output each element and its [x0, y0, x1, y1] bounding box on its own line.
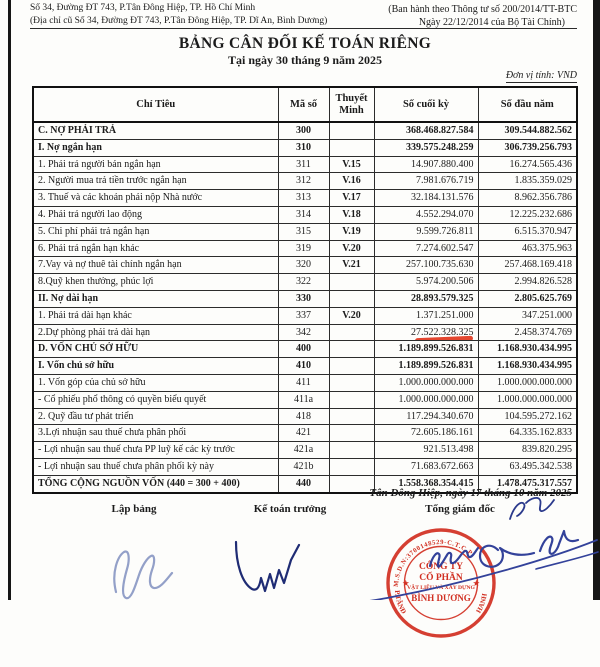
- cell-end: 1.000.000.000.000: [374, 374, 478, 391]
- cell-note: V.18: [329, 206, 374, 223]
- cell-code: 315: [278, 223, 329, 240]
- cell-end: 27.522.328.325: [374, 324, 478, 341]
- scan-edge-right: [593, 0, 600, 600]
- signature-director-flourish: [312, 540, 597, 600]
- cell-code: 342: [278, 324, 329, 341]
- cell-note: V.20: [329, 307, 374, 324]
- stamp-line-4: BÌNH DƯƠNG: [411, 593, 471, 603]
- table-row: [33, 206, 577, 223]
- cell-note: V.20: [329, 240, 374, 257]
- signature-director-main: [430, 548, 478, 567]
- cell-begin: 2.458.374.769: [478, 324, 577, 341]
- cell-end: 257.100.735.630: [374, 257, 478, 274]
- cell-label: 8.Quỹ khen thưởng, phúc lợi: [33, 274, 278, 291]
- cell-begin: 1.000.000.000.000: [478, 374, 577, 391]
- cell-code: 410: [278, 358, 329, 375]
- column-header-ma-so: Mã số: [278, 87, 329, 122]
- balance-sheet-table: [32, 86, 578, 494]
- cell-note: V.21: [329, 257, 374, 274]
- cell-begin: 8.962.356.786: [478, 190, 577, 207]
- cell-label: TỔNG CỘNG NGUỒN VỐN (440 = 300 + 400): [33, 475, 278, 492]
- cell-code: 440: [278, 475, 329, 492]
- table-header-row: [33, 87, 577, 122]
- cell-note: [329, 391, 374, 408]
- table-row: [33, 257, 577, 274]
- cell-note: V.19: [329, 223, 374, 240]
- column-header-so-dau-nam: Số đầu năm: [478, 87, 577, 122]
- cell-label: 2.Dự phòng phải trả dài hạn: [33, 324, 278, 341]
- cell-code: 400: [278, 341, 329, 358]
- table-row: [33, 442, 577, 459]
- stamp-line-1: CÔNG TY: [419, 562, 463, 572]
- cell-label: 2. Người mua trả tiền trước ngắn hạn: [33, 173, 278, 190]
- signature-title-preparer: Lập bảng: [111, 503, 157, 515]
- cell-code: 330: [278, 290, 329, 307]
- cell-code: 322: [278, 274, 329, 291]
- cell-end: 28.893.579.325: [374, 290, 478, 307]
- cell-label: 6. Phải trả ngắn hạn khác: [33, 240, 278, 257]
- cell-begin: 306.739.256.793: [478, 139, 577, 156]
- cell-note: [329, 458, 374, 475]
- cell-label: 4. Phải trả người lao động: [33, 206, 278, 223]
- cell-label: 5. Chi phí phải trả ngắn hạn: [33, 223, 278, 240]
- cell-end: 117.294.340.670: [374, 408, 478, 425]
- cell-label: I. Vốn chủ sở hữu: [33, 358, 278, 375]
- table-row: [33, 458, 577, 475]
- table-row: [33, 324, 577, 341]
- cell-end: 1.558.368.354.415: [374, 475, 478, 492]
- table-row: [33, 240, 577, 257]
- cell-label: D. VỐN CHỦ SỞ HỮU: [33, 341, 278, 358]
- cell-code: 319: [278, 240, 329, 257]
- cell-note: [329, 408, 374, 425]
- signature-preparer: [114, 551, 172, 598]
- cell-end: 5.974.200.506: [374, 274, 478, 291]
- table-row: [33, 190, 577, 207]
- cell-begin: 63.495.342.538: [478, 458, 577, 475]
- table-row: [33, 290, 577, 307]
- cell-note: [329, 324, 374, 341]
- cell-end: 339.575.248.259: [374, 139, 478, 156]
- cell-end: 4.552.294.070: [374, 206, 478, 223]
- stamp-star-left-icon: ★: [402, 578, 410, 588]
- cell-label: 7.Vay và nợ thuê tài chính ngắn hạn: [33, 257, 278, 274]
- cell-label: 1. Vốn góp của chủ sở hữu: [33, 374, 278, 391]
- circular-line-2: Ngày 22/12/2014 của Bộ Tài Chính): [418, 17, 565, 28]
- cell-code: 311: [278, 156, 329, 173]
- table-row: [33, 139, 577, 156]
- table-row: [33, 391, 577, 408]
- cell-begin: 1.000.000.000.000: [478, 391, 577, 408]
- cell-end: 7.274.602.547: [374, 240, 478, 257]
- cell-end: 1.371.251.000: [374, 307, 478, 324]
- cell-begin: 1.168.930.434.995: [478, 358, 577, 375]
- company-address-block: [30, 2, 340, 28]
- cell-label: 1. Phải trả người bán ngắn hạn: [33, 156, 278, 173]
- cell-note: [329, 122, 374, 139]
- table-row: [33, 341, 577, 358]
- report-title: BẢNG CÂN ĐỐI KẾ TOÁN RIÊNG: [178, 35, 432, 52]
- cell-begin: 2.805.625.769: [478, 290, 577, 307]
- cell-begin: 839.820.295: [478, 442, 577, 459]
- signature-director-loop: [480, 531, 578, 567]
- place-date-line: Tân Đông Hiệp, ngày 17 tháng 10 năm 2025: [369, 487, 572, 499]
- table-row: [33, 307, 577, 324]
- table-row: [33, 408, 577, 425]
- cell-begin: 257.468.169.418: [478, 257, 577, 274]
- cell-begin: 2.994.826.528: [478, 274, 577, 291]
- table-body: [33, 122, 577, 493]
- signature-director-underline: [536, 552, 598, 569]
- company-stamp: [371, 527, 511, 667]
- stamp-arc-top-text: M.S.D.N:3700148529-C.T.C.P: [392, 538, 474, 588]
- cell-code: 421: [278, 425, 329, 442]
- cell-code: 313: [278, 190, 329, 207]
- cell-note: V.15: [329, 156, 374, 173]
- circular-reference-block: [300, 3, 577, 29]
- cell-note: [329, 290, 374, 307]
- cell-code: 418: [278, 408, 329, 425]
- stamp-star-right-icon: ★: [472, 578, 481, 588]
- cell-begin: 64.335.162.833: [478, 425, 577, 442]
- cell-code: 337: [278, 307, 329, 324]
- cell-note: V.17: [329, 190, 374, 207]
- table-row: [33, 358, 577, 375]
- column-header-chi-tieu: Chỉ Tiêu: [33, 87, 278, 122]
- cell-label: - Lợi nhuận sau thuế chưa phân phối kỳ này: [33, 458, 278, 475]
- cell-begin: 347.251.000: [478, 307, 577, 324]
- cell-begin: 1.168.930.434.995: [478, 341, 577, 358]
- cell-label: 3.Lợi nhuận sau thuế chưa phân phối: [33, 425, 278, 442]
- cell-begin: 1.835.359.029: [478, 173, 577, 190]
- cell-note: [329, 358, 374, 375]
- cell-begin: 6.515.370.947: [478, 223, 577, 240]
- signature-chief-accountant: [236, 542, 299, 591]
- cell-code: 314: [278, 206, 329, 223]
- signature-title-general-director: Tổng giám đốc: [425, 503, 495, 515]
- table-row: [33, 425, 577, 442]
- cell-end: 368.468.827.584: [374, 122, 478, 139]
- cell-label: 1. Phải trả dài hạn khác: [33, 307, 278, 324]
- cell-begin: 1.478.475.317.557: [478, 475, 577, 492]
- cell-end: 14.907.880.400: [374, 156, 478, 173]
- cell-begin: 12.225.232.686: [478, 206, 577, 223]
- cell-end: 7.981.676.719: [374, 173, 478, 190]
- signature-title-chief-accountant: Kế toán trưởng: [253, 503, 327, 515]
- address-line-1: Số 34, Đường ĐT 743, P.Tân Đông Hiệp, TP. Hồ Chí Minh: [30, 3, 256, 13]
- column-header-thuyet-minh: Thuyết Minh: [329, 87, 374, 122]
- cell-label: - Cổ phiếu phổ thông có quyền biểu quyết: [33, 391, 278, 408]
- address-line-2: (Địa chỉ cũ Số 34, Đường ĐT 743, P.Tân Đông Hiệp, TP. Dĩ An, Bình Dương): [30, 16, 328, 26]
- table-row: [33, 122, 577, 139]
- cell-end: 1.000.000.000.000: [374, 391, 478, 408]
- cell-note: [329, 442, 374, 459]
- cell-end: 1.189.899.526.831: [374, 341, 478, 358]
- cell-note: [329, 425, 374, 442]
- cell-note: [329, 341, 374, 358]
- cell-code: 300: [278, 122, 329, 139]
- table-row: [33, 223, 577, 240]
- cell-note: V.16: [329, 173, 374, 190]
- cell-note: [329, 274, 374, 291]
- cell-code: 421b: [278, 458, 329, 475]
- stamp-arc-bottom-right-text: HANH: [474, 592, 489, 615]
- table-row: [33, 374, 577, 391]
- cell-end: 72.605.186.161: [374, 425, 478, 442]
- cell-code: 421a: [278, 442, 329, 459]
- stamp-line-2: CỔ PHẦN: [419, 573, 463, 583]
- cell-end: 1.189.899.526.831: [374, 358, 478, 375]
- cell-code: 310: [278, 139, 329, 156]
- stamp-line-3: VẬT LIỆU VÀ XÂY DỰNG: [407, 585, 475, 591]
- cell-label: 2. Quỹ đầu tư phát triển: [33, 408, 278, 425]
- stamp-arc-bottom-left-text: P.TÂNĐ: [392, 589, 408, 616]
- column-header-so-cuoi-ky: Số cuối kỳ: [374, 87, 478, 122]
- cell-end: 9.599.726.811: [374, 223, 478, 240]
- cell-code: 411a: [278, 391, 329, 408]
- table-row: [33, 173, 577, 190]
- cell-label: 3. Thuế và các khoản phải nộp Nhà nước: [33, 190, 278, 207]
- cell-begin: 16.274.565.436: [478, 156, 577, 173]
- cell-note: [329, 139, 374, 156]
- table-row: [33, 156, 577, 173]
- circular-line-1: (Ban hành theo Thông tư số 200/2014/TT-BTC: [388, 4, 577, 15]
- cell-code: 411: [278, 374, 329, 391]
- cell-code: 312: [278, 173, 329, 190]
- cell-begin: 104.595.272.162: [478, 408, 577, 425]
- cell-label: - Lợi nhuận sau thuế chưa PP luỹ kế các kỳ trước: [33, 442, 278, 459]
- cell-end: 71.683.672.663: [374, 458, 478, 475]
- cell-begin: 309.544.882.562: [478, 122, 577, 139]
- cell-note: [329, 374, 374, 391]
- cell-label: II. Nợ dài hạn: [33, 290, 278, 307]
- report-date-subtitle: Tại ngày 30 tháng 9 năm 2025: [227, 53, 383, 67]
- cell-end: 921.513.498: [374, 442, 478, 459]
- header-divider: [30, 28, 577, 29]
- scan-edge-left: [8, 0, 11, 600]
- cell-code: 320: [278, 257, 329, 274]
- cell-label: C. NỢ PHẢI TRẢ: [33, 122, 278, 139]
- table-row: [33, 274, 577, 291]
- cell-label: I. Nợ ngắn hạn: [33, 139, 278, 156]
- cell-begin: 463.375.963: [478, 240, 577, 257]
- cell-end: 32.184.131.576: [374, 190, 478, 207]
- unit-note: Đơn vị tính: VND: [505, 70, 577, 81]
